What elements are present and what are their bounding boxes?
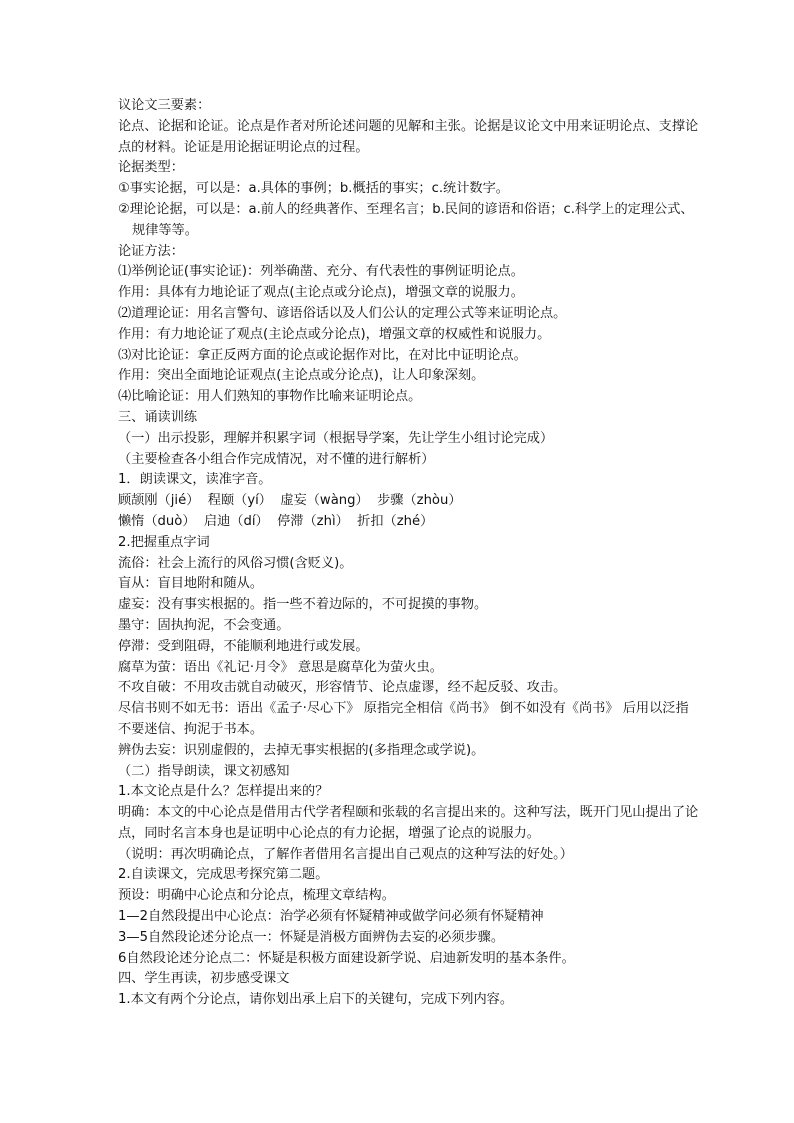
structure-part-2: 3—5自然段论述分论点一：怀疑是消极方面辨伪去妄的必须步骤。 — [118, 929, 505, 945]
key-words-heading: 2.把握重点字词 — [118, 534, 210, 550]
section-four-heading: 四、学生再读，初步感受课文 — [118, 971, 290, 987]
method-contrast: ⑶对比论证：拿正反两方面的论点或论据作对比，在对比中证明论点。 — [118, 347, 527, 363]
structure-part-3: 6自然段论述分论点二：怀疑是积极方面建设新学说、启迪新发明的基本条件。 — [118, 950, 575, 966]
subsection-two: （二）指导朗读，课文初感知 — [118, 763, 290, 779]
word-fucaoweiying: 腐草为萤：语出《礼记·月令》 意思是腐草化为萤火虫。 — [118, 659, 443, 675]
word-bugongzipo: 不攻自破：不用攻击就自动破灭，形容情节、论点虚谬，经不起反驳、攻击。 — [118, 680, 567, 696]
self-read-task: 2.自读课文，完成思考探究第二题。 — [118, 867, 329, 883]
subsection-one: （一）出示投影，理解并积累字词（根据导学案，先让学生小组讨论完成） — [118, 430, 554, 446]
section-three-heading: 三、诵读训练 — [118, 409, 198, 425]
pronunciation-row-2: 懒惰（duò） 启迪（dí） 停滞（zhì） 折扣（zhé） — [118, 513, 434, 529]
evidence-theory: ②理论论据，可以是：a.前人的经典著作、至理名言；b.民间的谚语和俗语；c.科学上的定理公式、规律等等。 — [118, 201, 694, 238]
paragraph-definitions: 论点、论据和论证。论点是作者对所论述问题的见解和主张。论据是议论文中用来证明论点、支撑论点的材料。论证是用论据证明论点的过程。 — [118, 118, 699, 155]
pronunciation-row-1: 顾颉刚（jié） 程颐（yí） 虚妄（wàng） 步骤（zhòu） — [118, 493, 462, 509]
word-bianweiquwang: 辨伪去妄：识别虚假的，去掉无事实根据的(多指理念或学说)。 — [118, 742, 485, 758]
word-moshou: 墨守：固执拘泥，不会变通。 — [118, 617, 290, 633]
evidence-fact: ①事实论据，可以是：a.具体的事例；b.概括的事实；c.统计数字。 — [118, 181, 509, 197]
preset-note: 预设：明确中心论点和分论点，梳理文章结构。 — [118, 888, 395, 904]
answer-thesis: 明确：本文的中心论点是借用古代学者程颐和张载的名言提出来的。这种写法，既开门见山提出了论点，同时名言本身也是证明中心论点的有力论据，增强了论点的说服力。 — [118, 805, 699, 841]
method-metaphor: ⑷比喻论证：用人们熟知的事物作比喻来证明论点。 — [118, 389, 422, 405]
word-xuwang: 虚妄：没有事实根据的。指一些不着边际的，不可捉摸的事物。 — [118, 597, 488, 613]
word-jinxinshu: 尽信书则不如无书：语出《孟子·尽心下》 原指完全相信《尚书》 倒不如没有《尚书》 后用以泛指不要迷信、拘泥于书本。 — [118, 701, 689, 737]
heading-argument-methods: 论证方法： — [118, 243, 184, 259]
method-reason-effect: 作用：有力地论证了观点(主论点或分论点)，增强文章的权威性和说服力。 — [118, 326, 551, 342]
section-four-task: 1.本文有两个分论点，请你划出承上启下的关键句，完成下列内容。 — [118, 992, 514, 1008]
question-thesis: 1.本文论点是什么？怎样提出来的？ — [118, 784, 329, 800]
method-reason: ⑵道理论证：用名言警句、谚语俗话以及人们公认的定理公式等来证明论点。 — [118, 305, 567, 321]
subsection-one-note: （主要检查各小组合作完成情况，对不懂的进行解析） — [118, 451, 435, 467]
explanation-note: （说明：再次明确论点，了解作者借用名言提出自己观点的这种写法的好处。） — [118, 846, 573, 862]
word-tingzhi: 停滞：受到阻碍，不能顺利地进行或发展。 — [118, 638, 369, 654]
heading-evidence-types: 论据类型： — [118, 160, 184, 176]
word-mangcong: 盲从：盲目地附和随从。 — [118, 576, 264, 592]
method-contrast-effect: 作用：突出全面地论证观点(主论点或分论点)，让人印象深刻。 — [118, 368, 485, 384]
word-liusu: 流俗：社会上流行的风俗习惯(含贬义)。 — [118, 555, 353, 571]
read-aloud-task: 1．朗读课文，读准字音。 — [118, 472, 272, 488]
method-example: ⑴举例论证(事实论证)：列举确凿、充分、有代表性的事例证明论点。 — [118, 264, 524, 280]
method-example-effect: 作用：具体有力地论证了观点(主论点或分论点)，增强文章的说服力。 — [118, 285, 524, 301]
structure-part-1: 1—2自然段提出中心论点：治学必须有怀疑精神或做学问必须有怀疑精神 — [118, 909, 544, 925]
heading-three-elements: 议论文三要素： — [118, 98, 211, 113]
